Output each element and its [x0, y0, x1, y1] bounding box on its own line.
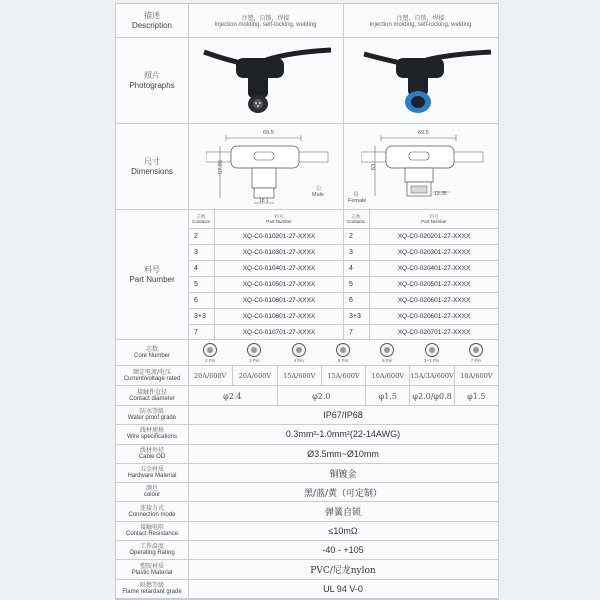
male-contacts-cell: 5 — [194, 280, 198, 288]
male-contacts-cell: 4 — [194, 264, 198, 272]
spec-label-en: Hardware Material — [127, 473, 177, 480]
male-width-value: 69.5 — [263, 130, 274, 136]
current-cell: 15A/600V — [321, 366, 365, 386]
photographs-label — [116, 38, 189, 123]
female-connector-photo — [356, 42, 496, 120]
male-contacts-cell: 3+3 — [194, 312, 206, 320]
description-male-cn: 注塑，自锁，焊接 — [241, 15, 290, 22]
male-pn-header — [214, 210, 343, 228]
spec-label-en: Cable OD — [138, 453, 166, 460]
spec-label-cn: 工作温度 — [139, 543, 164, 551]
female-part-number-cell: XQ-C0-020701-27-XXXX — [369, 324, 498, 340]
spec-label — [116, 580, 189, 598]
core-number-row — [116, 340, 498, 366]
pin-7 — [458, 343, 494, 363]
pin-5 — [369, 343, 405, 363]
female-pn-header — [369, 210, 498, 228]
description-row — [116, 4, 498, 38]
current-cell: 20A/600V — [232, 366, 276, 386]
male-part-number-cell: XQ-C0-010601-27-XXXX — [214, 308, 343, 324]
male-contacts-cell: 2 — [194, 232, 198, 240]
male-part-number-cell: XQ-C0-010701-27-XXXX — [214, 324, 343, 340]
spec-value: ≤10mΩ — [328, 525, 358, 536]
spec-label-en: Connection mode — [128, 511, 176, 518]
female-contacts-cell: 7 — [349, 328, 353, 336]
spec-label — [116, 541, 189, 559]
spec-row — [116, 445, 498, 464]
pin-connector-icon — [247, 343, 261, 357]
spec-value: 黑/蓝/黄（可定制） — [303, 488, 383, 499]
female-pn-header-cn: 料号 — [429, 214, 439, 219]
female-contacts-header-cn: 芯数 — [351, 214, 361, 219]
spec-label — [116, 560, 189, 578]
pin-6 — [414, 343, 450, 363]
spec-value: UL 94 V-0 — [323, 583, 363, 594]
spec-label — [116, 425, 189, 443]
contact-diameter-row — [116, 386, 498, 406]
current-cell: 20A/600V — [194, 372, 227, 380]
spec-label — [116, 406, 189, 424]
pin-label: 3 Pin — [249, 358, 260, 363]
female-base-value: 13.35 — [434, 191, 447, 197]
spec-label-cn: 防水等级 — [139, 408, 164, 416]
current-cell: 15A/3A/600V — [409, 366, 453, 386]
spec-label — [116, 483, 189, 501]
pin-connector-icon — [203, 343, 217, 357]
male-part-number-cell: XQ-C0-010601-27-XXXX — [214, 292, 343, 308]
contact-diameter-label-cn: 接触件直径 — [136, 388, 167, 396]
female-label-en: Female — [348, 198, 367, 204]
description-female-cn: 注塑，自锁，焊接 — [396, 15, 445, 22]
dimensions-row — [116, 124, 498, 210]
female-part-number-cell: XQ-C0-020601-27-XXXX — [369, 292, 498, 308]
dimensions-label-en: Dimensions — [131, 166, 173, 176]
part-number-row — [116, 210, 498, 340]
male-part-number-cell: XQ-C0-010401-27-XXXX — [214, 260, 343, 276]
current-label — [116, 366, 189, 385]
spec-value: PVC/尼龙nylon — [310, 566, 376, 577]
spec-label-en: Plastic Material — [131, 569, 173, 576]
male-contacts-cell: 7 — [194, 328, 198, 336]
female-part-number-cell: XQ-C0-020401-27-XXXX — [369, 260, 498, 276]
description-male — [188, 4, 343, 37]
description-female-en: Injection molding, self-locking, welding — [369, 22, 472, 28]
spec-label-en: Contact Resistance — [125, 530, 179, 537]
male-contacts-header — [188, 210, 214, 228]
male-contacts-header-en: Contacts — [192, 219, 210, 224]
contact-diameter-cell: φ2.0/φ0.8 — [409, 386, 453, 406]
female-contacts-cell: 2 — [349, 232, 353, 240]
contact-diameter-cell: φ1.5 — [454, 386, 498, 406]
contact-diameter-label — [116, 386, 189, 405]
female-pn-header-en: Part Number — [421, 219, 447, 224]
female-contacts-header-en: Contacts — [347, 219, 365, 224]
spec-label-cn: 塑胶材质 — [139, 562, 164, 570]
contact-diameter-cell: φ2.4 — [223, 391, 242, 401]
female-contacts-cell: 3+3 — [349, 312, 361, 320]
pin-connector-icon — [425, 343, 439, 357]
spec-value: 0.3mm²-1.0mm²(22-14AWG) — [285, 429, 401, 440]
photographs-label-cn: 照片 — [144, 70, 160, 80]
spec-label-en: Flame retardant grade — [122, 588, 182, 595]
spec-value: -40 - +105 — [322, 545, 364, 556]
current-row — [116, 366, 498, 386]
spec-label-cn: 五金材质 — [139, 466, 164, 474]
pin-label: 7 Pin — [470, 358, 481, 363]
male-part-number-cell: XQ-C0-010301-27-XXXX — [214, 244, 343, 260]
part-number-label-en: Part Number — [129, 274, 175, 284]
male-connector-photo — [196, 42, 336, 120]
spec-value: IP67/IP68 — [323, 410, 363, 421]
spec-label-en: colour — [143, 492, 161, 499]
male-label-cn: 公 — [316, 186, 322, 192]
description-label-cn: 描述 — [144, 10, 160, 20]
current-cell: 15A/600V — [277, 366, 321, 386]
male-label-en: Male — [312, 192, 324, 198]
spec-value: 弹簧自锁 — [324, 508, 361, 519]
photographs-label-en: Photographs — [129, 80, 175, 90]
female-contacts-cell: 5 — [349, 280, 353, 288]
spec-label — [116, 503, 189, 521]
spec-label-cn: 颜色 — [145, 485, 158, 493]
pin-connector-icon — [469, 343, 483, 357]
spec-row — [116, 483, 498, 502]
part-number-label — [116, 210, 189, 339]
male-contacts-cell: 6 — [194, 296, 198, 304]
spec-label-cn: 连接方式 — [139, 504, 164, 512]
male-pn-header-cn: 料号 — [274, 214, 284, 219]
pin-connector-icon — [292, 343, 306, 357]
spec-label-cn: 线材规格 — [139, 427, 164, 435]
core-number-label-cn: 芯数 — [145, 345, 158, 353]
female-label-cn: 母 — [353, 192, 359, 198]
pin-label: 2 Pin — [205, 358, 216, 363]
description-label — [116, 4, 189, 37]
male-contacts-header-cn: 芯数 — [196, 214, 206, 219]
male-pn-header-en: Part Number — [266, 219, 292, 224]
pin-1 — [192, 343, 228, 363]
description-label-en: Description — [131, 20, 172, 30]
spec-label — [116, 522, 189, 540]
pin-4 — [325, 343, 361, 363]
pin-2 — [236, 343, 272, 363]
spec-value: Ø3.5mm~Ø10mm — [307, 448, 379, 459]
spec-value: 铜镀金 — [329, 469, 357, 480]
spec-label-en: Operating Rating — [129, 550, 175, 557]
spec-row — [116, 580, 498, 599]
female-width-value: 69.5 — [418, 130, 429, 136]
part-number-label-cn: 料号 — [144, 264, 160, 274]
spec-row — [116, 541, 498, 560]
core-number-label-en: Core Number — [133, 352, 170, 359]
spec-row — [116, 560, 498, 579]
dimensions-label — [116, 124, 189, 209]
spec-row — [116, 425, 498, 444]
spec-row — [116, 503, 498, 522]
spec-label — [116, 445, 189, 463]
current-label-en: Current/voltage rated — [123, 375, 181, 382]
pin-label: 3+3 Pin — [423, 358, 440, 363]
current-label-cn: 额定电流/电压 — [132, 368, 172, 376]
description-male-en: Injection molding, self-locking, welding — [214, 22, 317, 28]
dimensions-label-cn: 尺寸 — [144, 156, 160, 166]
pin-label: 6 Pin — [382, 358, 393, 363]
core-number-label — [116, 340, 189, 365]
spec-label-cn: 阻燃等级 — [139, 581, 164, 589]
pin-3 — [281, 343, 317, 363]
current-cell: 10A/600V — [454, 366, 498, 386]
spec-row — [116, 464, 498, 483]
spec-row — [116, 522, 498, 541]
female-contacts-header — [343, 210, 369, 228]
description-female — [343, 4, 498, 37]
male-base-value: 18.1 — [259, 198, 269, 204]
female-height-value: 63 — [371, 163, 378, 171]
contact-diameter-cell: φ1.5 — [365, 386, 409, 406]
female-part-number-cell: XQ-C0-020501-27-XXXX — [369, 276, 498, 292]
spec-label-cn: 接触电阻 — [139, 523, 164, 531]
female-contacts-cell: 6 — [349, 296, 353, 304]
female-part-number-cell: XQ-C0-020601-27-XXXX — [369, 308, 498, 324]
female-dimension-drawing — [361, 130, 496, 208]
spec-label-en: Water proof grade — [127, 415, 177, 422]
female-part-number-cell: XQ-C0-020301-27-XXXX — [369, 244, 498, 260]
pin-connector-icon — [380, 343, 394, 357]
spec-row — [116, 406, 498, 425]
female-contacts-cell: 3 — [349, 248, 353, 256]
pin-connector-icon — [336, 343, 350, 357]
contact-diameter-cell: φ2.0 — [277, 386, 366, 406]
spec-label-en: Wire specifications — [126, 434, 177, 441]
photographs-row — [116, 38, 498, 124]
male-height-value: 57.95 — [217, 160, 224, 174]
pin-label: 4 Pin — [293, 358, 304, 363]
spec-sheet — [115, 3, 499, 600]
current-cell: 10A/600V — [365, 366, 409, 386]
pin-label: 5 Pin — [337, 358, 349, 363]
spec-label-cn: 线材外径 — [139, 446, 164, 454]
male-part-number-cell: XQ-C0-010201-27-XXXX — [214, 228, 343, 244]
spec-label — [116, 464, 189, 482]
male-part-number-cell: XQ-C0-010501-27-XXXX — [214, 276, 343, 292]
contact-diameter-label-en: Contact diameter — [129, 395, 175, 402]
male-contacts-cell: 3 — [194, 248, 198, 256]
female-part-number-cell: XQ-C0-020201-27-XXXX — [369, 228, 498, 244]
female-contacts-cell: 4 — [349, 264, 353, 272]
